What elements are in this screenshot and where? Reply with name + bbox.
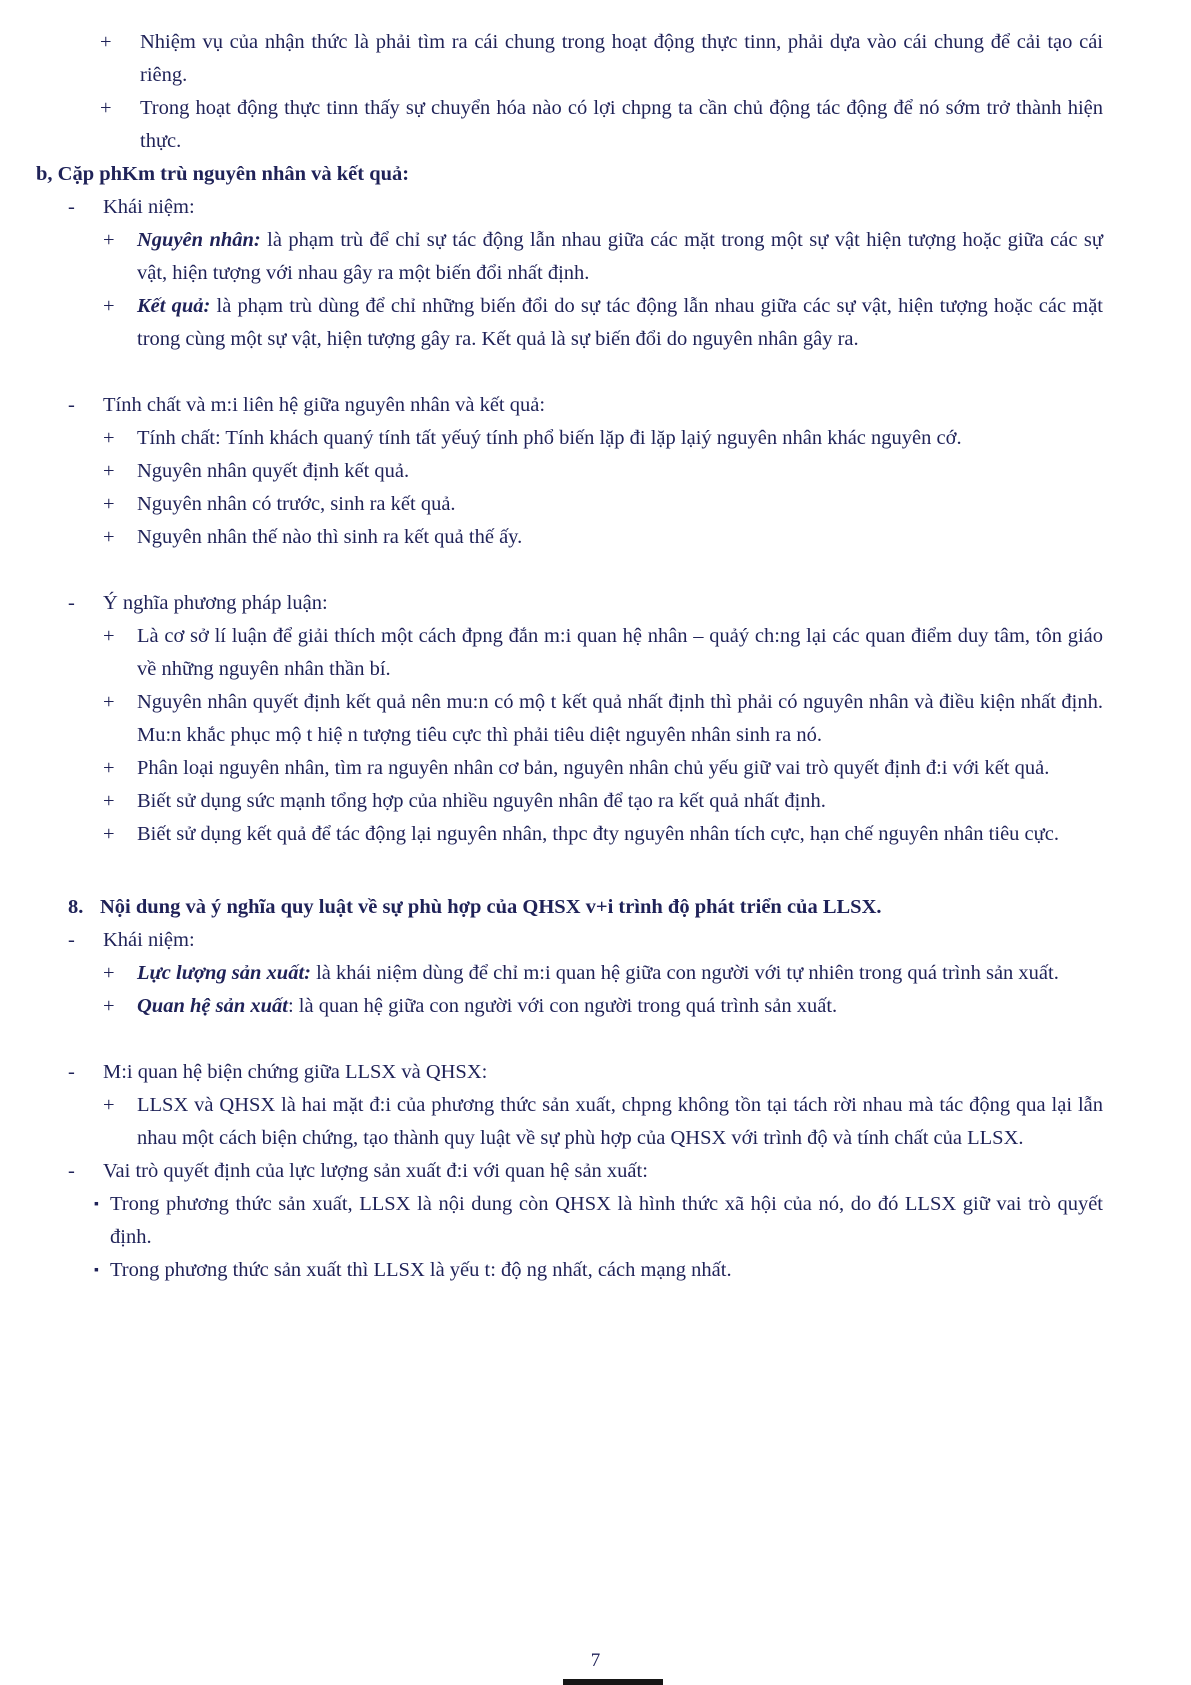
square-bullet-marker: ▪ — [94, 1197, 99, 1212]
list-item — [103, 455, 1103, 488]
list-item-text: là phạm trù để chỉ sự tác động lẫn nhau giữa các mặt trong một sự vật hiện tượng hoặc giữa các sự vật, hiện tượng với nhau gây ra một biến đổi nhất định. — [137, 229, 1103, 284]
list-item — [68, 924, 1103, 957]
list-item — [68, 1155, 1103, 1188]
list-item — [94, 1188, 1103, 1254]
list-item-text: Biết sử dụng sức mạnh tổng hợp của nhiều nguyên nhân để tạo ra kết quả nhất định. — [137, 790, 826, 812]
list-item-text: M:i quan hệ biện chứng giữa LLSX và QHSX: — [103, 1061, 488, 1083]
section-number: 8. — [68, 896, 84, 918]
dash-marker: - — [68, 1061, 75, 1083]
bullet-marker: + — [103, 962, 115, 984]
list-item-text: Nguyên nhân quyết định kết quả nên mu:n có mộ t kết quả nhất định thì phải có nguyên nhân và điều kiện nhất định. Mu:n khắc phục mộ t hiệ n tượng tiêu cực thì phải tiêu diệt nguyên nhân sinh ra nó. — [137, 691, 1103, 746]
list-item — [103, 752, 1103, 785]
list-item — [68, 1056, 1103, 1089]
bullet-marker: + — [103, 427, 115, 449]
section-heading-b: b, Cặp phKm trù nguyên nhân và kết quả: — [36, 163, 410, 185]
list-item-text: Phân loại nguyên nhân, tìm ra nguyên nhân cơ bản, nguyên nhân chủ yếu giữ vai trò quyết định đ:i với kết quả. — [137, 757, 1050, 779]
list-item-text: Biết sử dụng kết quả để tác động lại nguyên nhân, thpc đty nguyên nhân tích cực, hạn chế nguyên nhân tiêu cực. — [137, 823, 1059, 845]
list-item — [103, 1089, 1103, 1155]
dash-marker: - — [68, 394, 75, 416]
list-item-text: Khái niệm: — [103, 196, 195, 218]
list-item-text: là khái niệm dùng để chỉ m:i quan hệ giữa con người với tự nhiên trong quá trình sản xuất. — [310, 962, 1059, 984]
bullet-marker: + — [103, 625, 115, 647]
list-item — [103, 290, 1103, 356]
list-item — [103, 488, 1103, 521]
dash-marker: - — [68, 196, 75, 218]
list-item — [94, 1254, 1103, 1287]
list-item-text: Nguyên nhân thế nào thì sinh ra kết quả thế ấy. — [137, 526, 523, 548]
list-item-text: Khái niệm: — [103, 929, 195, 951]
list-item — [103, 422, 1103, 455]
list-item-text: là phạm trù dùng để chỉ những biến đổi do sự tác động lẫn nhau giữa các sự vật, hiện tượng hoặc các mặt trong cùng một sự vật, hiện tượng gây ra. Kết quả là sự biến đổi do nguyên nhân gây ra. — [137, 295, 1103, 350]
list-item — [68, 587, 1103, 620]
numbered-section-heading — [68, 891, 1103, 924]
dash-marker: - — [68, 1160, 75, 1182]
list-item-text: Nguyên nhân có trước, sinh ra kết quả. — [137, 493, 456, 515]
list-item-text: Nguyên nhân quyết định kết quả. — [137, 460, 410, 482]
list-item — [103, 521, 1103, 554]
list-item — [68, 191, 1103, 224]
bullet-marker: + — [100, 97, 112, 119]
page-number: 7 — [590, 1650, 601, 1671]
bullet-marker: + — [103, 460, 115, 482]
bullet-marker: + — [103, 229, 115, 251]
list-item — [103, 686, 1103, 752]
dash-marker: - — [68, 929, 75, 951]
list-item-text: LLSX và QHSX là hai mặt đ:i của phương thức sản xuất, chpng không tồn tại tách rời nhau mà tác động qua lại lẫn nhau một cách biện chứng, tạo thành quy luật về sự phù hợp của QHSX với trình độ và tính chất của LLSX. — [137, 1094, 1103, 1149]
list-item-text: : là quan hệ giữa con người với con người trong quá trình sản xuất. — [287, 995, 838, 1017]
list-item — [103, 818, 1103, 851]
list-item — [100, 26, 1103, 92]
list-item-text: Tính chất và m:i liên hệ giữa nguyên nhân và kết quả: — [103, 394, 546, 416]
bullet-marker: + — [103, 757, 115, 779]
bullet-marker: + — [103, 823, 115, 845]
term-label: Quan hệ sản xuất — [137, 995, 288, 1017]
list-item — [103, 957, 1103, 990]
list-item — [103, 620, 1103, 686]
list-item-text: Trong phương thức sản xuất thì LLSX là yếu t: độ ng nhất, cách mạng nhất. — [110, 1259, 732, 1281]
list-item — [68, 389, 1103, 422]
list-item-text: Trong phương thức sản xuất, LLSX là nội dung còn QHSX là hình thức xã hội của nó, do đó LLSX giữ vai trò quyết định. — [110, 1193, 1103, 1248]
bullet-marker: + — [103, 526, 115, 548]
list-item — [103, 224, 1103, 290]
bullet-marker: + — [103, 493, 115, 515]
bullet-marker: + — [103, 295, 115, 317]
term-label: Nguyên nhân: — [137, 229, 261, 251]
dash-marker: - — [68, 592, 75, 614]
list-item-text: Trong hoạt động thực tinn thấy sự chuyển hóa nào có lợi chpng ta cần chủ động tác động để nó sớm trở thành hiện thực. — [140, 97, 1103, 152]
bottom-edge-artifact — [563, 1679, 663, 1685]
term-label: Kết quả: — [137, 295, 211, 317]
list-item — [100, 92, 1103, 158]
term-label: Lực lượng sản xuất: — [137, 962, 311, 984]
list-item-text: Là cơ sở lí luận để giải thích một cách đpng đắn m:i quan hệ nhân – quảý ch:ng lại các quan điểm duy tâm, tôn giáo về những nguyên nhân thần bí. — [137, 625, 1103, 680]
list-item-text: Vai trò quyết định của lực lượng sản xuất đ:i với quan hệ sản xuất: — [103, 1160, 648, 1182]
bullet-marker: + — [100, 31, 112, 53]
list-item-text: Nhiệm vụ của nhận thức là phải tìm ra cái chung trong hoạt động thực tinn, phải dựa vào cái chung để cải tạo cái riêng. — [140, 31, 1103, 86]
list-item-text: Tính chất: Tính khách quaný tính tất yếuý tính phổ biến lặp đi lặp lạiý nguyên nhân khác nguyên cớ. — [137, 427, 962, 449]
square-bullet-marker: ▪ — [94, 1263, 99, 1278]
list-item — [103, 990, 1103, 1023]
section-heading-text: Nội dung và ý nghĩa quy luật về sự phù hợp của QHSX v+i trình độ phát triển của LLSX. — [100, 896, 882, 918]
bullet-marker: + — [103, 691, 115, 713]
bullet-marker: + — [103, 790, 115, 812]
bullet-marker: + — [103, 995, 115, 1017]
bullet-marker: + — [103, 1094, 115, 1116]
list-item-text: Ý nghĩa phương pháp luận: — [103, 592, 328, 614]
list-item — [103, 785, 1103, 818]
